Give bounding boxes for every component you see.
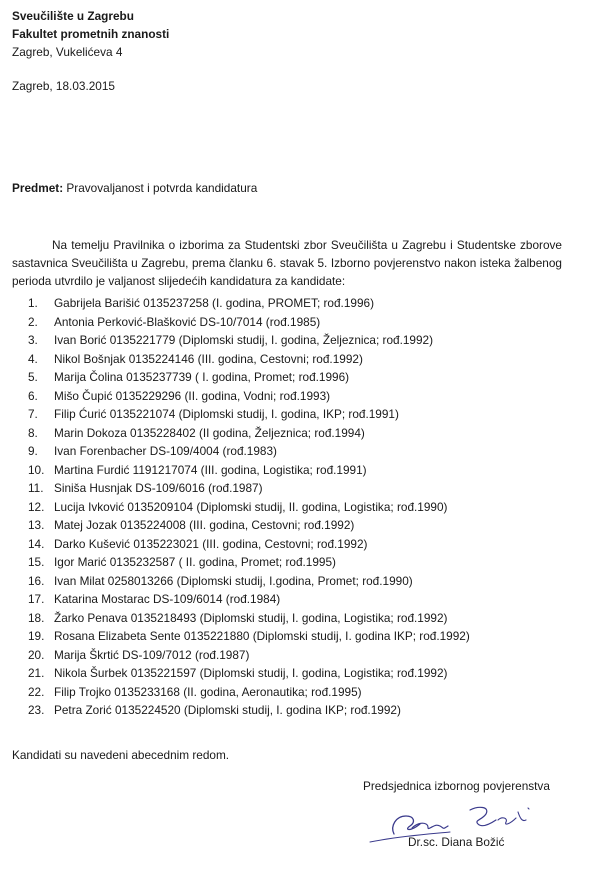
list-item-number: 4.	[28, 351, 38, 366]
list-item-text: Igor Marić 0135232587 ( II. godina, Promet; rođ.1995)	[54, 555, 336, 569]
university-name: Sveučilište u Zagrebu	[12, 9, 134, 23]
list-item-number: 3.	[28, 333, 38, 347]
alphabetical-note: Kandidati su navedeni abecednim redom.	[12, 748, 230, 762]
list-item-number: 9.	[28, 444, 38, 458]
list-item-text: Antonia Perković-Blašković DS-10/7014 (rođ.1985)	[54, 314, 321, 329]
list-item-number: 21.	[28, 666, 45, 680]
intro-paragraph	[12, 236, 562, 290]
list-item-text: Nikola Šurbek 0135221597 (Diplomski studij, I. godina, Logistika; rođ.1992)	[54, 666, 448, 680]
list-item-number: 14.	[28, 536, 45, 551]
list-item-text: Marin Dokoza 0135228402 (II godina, Željeznica; rođ.1994)	[54, 425, 365, 440]
list-item-text: Katarina Mostarac DS-109/6014 (rođ.1984)	[54, 592, 281, 606]
list-item-text: Marija Čolina 0135237739 ( I. godina, Promet; rođ.1996)	[54, 370, 350, 384]
list-item-text: Ivan Borić 0135221779 (Diplomski studij, I. godina, Željeznica; rođ.1992)	[54, 333, 434, 347]
list-item-text: Matej Jozak 0135224008 (III. godina, Cestovni; rođ.1992)	[54, 518, 355, 532]
list-item-text: Rosana Elizabeta Sente 0135221880 (Diplomski studij, I. godina IKP; rođ.1992)	[54, 629, 470, 643]
list-item-number: 6.	[28, 388, 38, 403]
list-item-number: 19.	[28, 629, 45, 643]
list-item-number: 13.	[28, 518, 45, 532]
document-date: Zagreb, 18.03.2015	[12, 79, 115, 93]
subject-line	[12, 181, 257, 195]
list-item-number: 8.	[28, 425, 38, 440]
list-item-text: Filip Trojko 0135233168 (II. godina, Aeronautika; rođ.1995)	[54, 684, 362, 699]
list-item-number: 16.	[28, 573, 45, 588]
signatory-name: Dr.sc. Diana Božić	[408, 835, 505, 849]
list-item-number: 5.	[28, 370, 38, 384]
list-item-text: Petra Zorić 0135224520 (Diplomski studij, I. godina IKP; rođ.1992)	[54, 703, 401, 717]
list-item-number: 10.	[28, 462, 45, 477]
list-item-number: 22.	[28, 684, 45, 699]
list-item-number: 18.	[28, 610, 45, 625]
list-item-text: Darko Kušević 0135223021 (III. godina, Cestovni; rođ.1992)	[54, 536, 368, 551]
list-item-number: 17.	[28, 592, 45, 606]
list-item-number: 11.	[28, 481, 44, 495]
list-item-text: Martina Furdić 1191217074 (III. godina, Logistika; rođ.1991)	[54, 462, 367, 477]
list-item-text: Filip Ćurić 0135221074 (Diplomski studij, I. godina, IKP; rođ.1991)	[54, 407, 399, 421]
faculty-name: Fakultet prometnih znanosti	[12, 27, 170, 41]
intro-text: Na temelju Pravilnika o izborima za Studentski zbor Sveučilišta u Zagrebu i Studentske zborove sastavnica Sveučilišta u Zagrebu, prema članku 6. stavak 5. Izborno povjerenstvo nakon isteka žalbenog perioda utvrdilo je valjanost slijedećih kandidatura za kandidate:	[12, 238, 562, 288]
list-item-text: Žarko Penava 0135218493 (Diplomski studij, I. godina, Logistika; rođ.1992)	[54, 610, 448, 625]
list-item-number: 20.	[28, 647, 45, 662]
list-item-text: Lucija Ivković 0135209104 (Diplomski studij, II. godina, Logistika; rođ.1990)	[54, 499, 448, 514]
list-item-number: 2.	[28, 314, 38, 329]
list-item-number: 23.	[28, 703, 45, 717]
list-item-number: 7.	[28, 407, 38, 421]
list-item-text: Nikol Bošnjak 0135224146 (III. godina, Cestovni; rođ.1992)	[54, 351, 363, 366]
list-item-text: Marija Škrtić DS-109/7012 (rođ.1987)	[54, 647, 250, 662]
subject-label: Predmet:	[12, 181, 64, 195]
subject-text: Pravovaljanost i potvrda kandidatura	[66, 181, 258, 195]
list-item-number: 1.	[28, 296, 38, 310]
list-item-text: Mišo Čupić 0135229296 (II. godina, Vodni; rođ.1993)	[54, 388, 331, 403]
list-item-text: Siniša Husnjak DS-109/6016 (rođ.1987)	[54, 481, 263, 495]
address: Zagreb, Vukelićeva 4	[12, 45, 123, 59]
list-item-text: Ivan Milat 0258013266 (Diplomski studij, I.godina, Promet; rođ.1990)	[54, 573, 413, 588]
signatory-title: Predsjednica izbornog povjerenstva	[363, 779, 550, 793]
list-item-text: Ivan Forenbacher DS-109/4004 (rođ.1983)	[54, 444, 277, 458]
list-item-number: 15.	[28, 555, 45, 569]
list-item-number: 12.	[28, 499, 45, 514]
list-item-text: Gabrijela Barišić 0135237258 (I. godina, PROMET; rođ.1996)	[54, 296, 375, 310]
